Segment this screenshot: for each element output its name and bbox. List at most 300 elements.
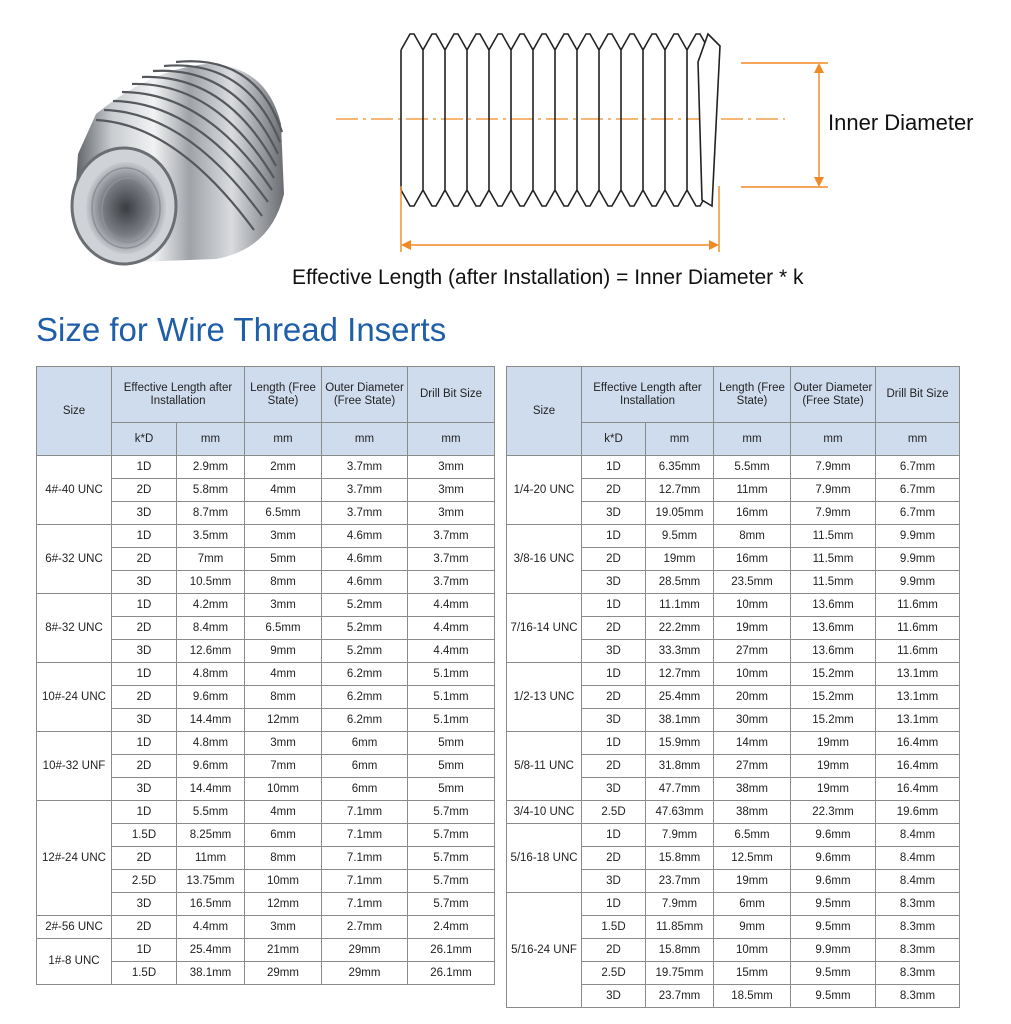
table-cell: 2D bbox=[582, 755, 646, 778]
table-cell: 8.3mm bbox=[876, 962, 960, 985]
table-cell: 9.6mm bbox=[177, 686, 245, 709]
table-cell: 15.9mm bbox=[646, 732, 714, 755]
header-size: Size bbox=[507, 367, 582, 456]
table-cell: 25.4mm bbox=[646, 686, 714, 709]
table-cell: 3D bbox=[582, 778, 646, 801]
table-cell: 8.25mm bbox=[177, 824, 245, 847]
header-unit-mm: mm bbox=[245, 423, 322, 456]
table-cell: 3D bbox=[112, 709, 177, 732]
size-cell: 5/16-18 UNC bbox=[507, 824, 582, 893]
table-cell: 3mm bbox=[408, 479, 495, 502]
table-row bbox=[37, 525, 495, 548]
size-cell: 1/4-20 UNC bbox=[507, 456, 582, 525]
table-cell: 4.6mm bbox=[322, 525, 408, 548]
table-cell: 10mm bbox=[245, 778, 322, 801]
table-cell: 10.5mm bbox=[177, 571, 245, 594]
table-cell: 3D bbox=[582, 985, 646, 1008]
table-cell: 2.5D bbox=[582, 962, 646, 985]
table-cell: 3.7mm bbox=[322, 479, 408, 502]
table-cell: 13.1mm bbox=[876, 686, 960, 709]
table-cell: 2D bbox=[112, 548, 177, 571]
header-unit-mm: mm bbox=[322, 423, 408, 456]
table-cell: 4.4mm bbox=[177, 916, 245, 939]
size-cell: 3/8-16 UNC bbox=[507, 525, 582, 594]
coil-turn bbox=[555, 34, 577, 206]
coil-outline bbox=[401, 34, 709, 206]
table-cell: 9.6mm bbox=[791, 847, 876, 870]
table-cell: 2D bbox=[112, 479, 177, 502]
coil-turn bbox=[401, 34, 423, 206]
table-cell: 6mm bbox=[322, 755, 408, 778]
table-cell: 19mm bbox=[646, 548, 714, 571]
size-cell: 5/16-24 UNF bbox=[507, 893, 582, 1008]
table-cell: 1D bbox=[112, 801, 177, 824]
table-cell: 3.7mm bbox=[408, 525, 495, 548]
table-cell: 4mm bbox=[245, 801, 322, 824]
table-cell: 1D bbox=[582, 594, 646, 617]
table-row bbox=[507, 525, 960, 548]
table-cell: 1D bbox=[112, 663, 177, 686]
table-cell: 38mm bbox=[714, 801, 791, 824]
table-row bbox=[37, 663, 495, 686]
table-cell: 27mm bbox=[714, 640, 791, 663]
table-cell: 8.4mm bbox=[177, 617, 245, 640]
header-unit-mm: mm bbox=[177, 423, 245, 456]
table-cell: 8mm bbox=[714, 525, 791, 548]
table-cell: 3.7mm bbox=[322, 456, 408, 479]
coil-turn bbox=[643, 34, 665, 206]
coil-turn bbox=[467, 34, 489, 206]
table-cell: 6.5mm bbox=[245, 502, 322, 525]
table-row bbox=[37, 801, 495, 824]
table-cell: 11.5mm bbox=[791, 548, 876, 571]
table-cell: 9.9mm bbox=[876, 548, 960, 571]
table-cell: 13.1mm bbox=[876, 663, 960, 686]
table-cell: 5.2mm bbox=[322, 617, 408, 640]
table-cell: 1D bbox=[582, 824, 646, 847]
table-cell: 4.4mm bbox=[408, 617, 495, 640]
table-cell: 7mm bbox=[177, 548, 245, 571]
table-cell: 2D bbox=[582, 479, 646, 502]
table-cell: 7.9mm bbox=[791, 502, 876, 525]
table-cell: 3mm bbox=[245, 525, 322, 548]
table-cell: 8.4mm bbox=[876, 824, 960, 847]
coil-turn bbox=[511, 34, 533, 206]
table-cell: 8mm bbox=[245, 847, 322, 870]
coil-turn bbox=[577, 34, 599, 206]
header-effective-length: Effective Length after Installation bbox=[112, 367, 245, 423]
header-drill-bit: Drill Bit Size bbox=[408, 367, 495, 423]
table-cell: 2.5D bbox=[112, 870, 177, 893]
coil-tang bbox=[698, 34, 720, 206]
table-cell: 16.4mm bbox=[876, 778, 960, 801]
table-cell: 5mm bbox=[408, 755, 495, 778]
table-cell: 13.6mm bbox=[791, 617, 876, 640]
table-cell: 10mm bbox=[245, 870, 322, 893]
size-cell: 1#-8 UNC bbox=[37, 939, 112, 985]
header-outer-diameter: Outer Diameter (Free State) bbox=[791, 367, 876, 423]
table-cell: 22.3mm bbox=[791, 801, 876, 824]
table-cell: 2D bbox=[112, 755, 177, 778]
header-unit-mm: mm bbox=[876, 423, 960, 456]
header-drill-bit: Drill Bit Size bbox=[876, 367, 960, 423]
table-cell: 1D bbox=[582, 663, 646, 686]
table-cell: 13.6mm bbox=[791, 594, 876, 617]
table-cell: 38mm bbox=[714, 778, 791, 801]
table-cell: 2.5D bbox=[582, 801, 646, 824]
table-cell: 9.5mm bbox=[791, 916, 876, 939]
table-row bbox=[37, 456, 495, 479]
table-cell: 3D bbox=[112, 571, 177, 594]
table-cell: 29mm bbox=[245, 962, 322, 985]
table-cell: 9.9mm bbox=[876, 571, 960, 594]
diameter-arrow-top bbox=[814, 63, 824, 73]
table-cell: 5.5mm bbox=[714, 456, 791, 479]
header-length-free: Length (Free State) bbox=[245, 367, 322, 423]
table-cell: 4.6mm bbox=[322, 571, 408, 594]
table-cell: 4mm bbox=[245, 479, 322, 502]
table-cell: 14.4mm bbox=[177, 709, 245, 732]
table-cell: 19mm bbox=[791, 778, 876, 801]
table-cell: 15.2mm bbox=[791, 709, 876, 732]
table-cell: 9.6mm bbox=[791, 870, 876, 893]
table-cell: 16.5mm bbox=[177, 893, 245, 916]
table-cell: 3D bbox=[582, 502, 646, 525]
table-row bbox=[507, 456, 960, 479]
header-kd: k*D bbox=[112, 423, 177, 456]
table-cell: 31.8mm bbox=[646, 755, 714, 778]
table-cell: 7mm bbox=[245, 755, 322, 778]
table-cell: 3D bbox=[112, 640, 177, 663]
table-cell: 2D bbox=[582, 548, 646, 571]
table-cell: 7.9mm bbox=[646, 893, 714, 916]
size-cell: 1/2-13 UNC bbox=[507, 663, 582, 732]
coil-turn bbox=[533, 34, 555, 206]
table-cell: 5.8mm bbox=[177, 479, 245, 502]
table-cell: 6.7mm bbox=[876, 479, 960, 502]
table-cell: 19mm bbox=[714, 870, 791, 893]
table-cell: 5.1mm bbox=[408, 663, 495, 686]
table-cell: 1D bbox=[112, 939, 177, 962]
table-cell: 2D bbox=[582, 847, 646, 870]
table-cell: 3D bbox=[582, 571, 646, 594]
size-cell: 6#-32 UNC bbox=[37, 525, 112, 594]
table-cell: 3mm bbox=[245, 916, 322, 939]
table-cell: 14mm bbox=[714, 732, 791, 755]
table-cell: 6.7mm bbox=[876, 502, 960, 525]
table-cell: 19.05mm bbox=[646, 502, 714, 525]
size-cell: 7/16-14 UNC bbox=[507, 594, 582, 663]
table-cell: 12.7mm bbox=[646, 663, 714, 686]
size-cell: 12#-24 UNC bbox=[37, 801, 112, 916]
table-cell: 3mm bbox=[408, 456, 495, 479]
table-cell: 8.7mm bbox=[177, 502, 245, 525]
table-cell: 2mm bbox=[245, 456, 322, 479]
table-cell: 12mm bbox=[245, 709, 322, 732]
table-cell: 6.2mm bbox=[322, 686, 408, 709]
table-cell: 11.85mm bbox=[646, 916, 714, 939]
table-cell: 6.7mm bbox=[876, 456, 960, 479]
table-cell: 20mm bbox=[714, 686, 791, 709]
table-cell: 12mm bbox=[245, 893, 322, 916]
table-cell: 7.9mm bbox=[791, 456, 876, 479]
table-cell: 5.7mm bbox=[408, 824, 495, 847]
header-effective-length: Effective Length after Installation bbox=[582, 367, 714, 423]
table-cell: 7.1mm bbox=[322, 824, 408, 847]
table-cell: 6mm bbox=[322, 778, 408, 801]
table-cell: 26.1mm bbox=[408, 939, 495, 962]
table-cell: 5mm bbox=[245, 548, 322, 571]
header-unit-mm: mm bbox=[714, 423, 791, 456]
table-cell: 12.6mm bbox=[177, 640, 245, 663]
header-kd: k*D bbox=[582, 423, 646, 456]
table-cell: 9mm bbox=[245, 640, 322, 663]
length-arrow-left bbox=[401, 240, 411, 250]
length-arrow-right bbox=[709, 240, 719, 250]
table-cell: 2D bbox=[112, 847, 177, 870]
table-cell: 5mm bbox=[408, 778, 495, 801]
table-cell: 1D bbox=[112, 594, 177, 617]
table-cell: 2D bbox=[112, 617, 177, 640]
table-cell: 8.3mm bbox=[876, 939, 960, 962]
table-cell: 6.5mm bbox=[714, 824, 791, 847]
page-title: Size for Wire Thread Inserts bbox=[36, 311, 447, 348]
table-cell: 23.7mm bbox=[646, 870, 714, 893]
table-cell: 5.7mm bbox=[408, 870, 495, 893]
table-cell: 11.1mm bbox=[646, 594, 714, 617]
table-cell: 9.5mm bbox=[791, 962, 876, 985]
size-cell: 10#-32 UNF bbox=[37, 732, 112, 801]
table-cell: 1.5D bbox=[112, 962, 177, 985]
table-cell: 5.7mm bbox=[408, 801, 495, 824]
table-cell: 22.2mm bbox=[646, 617, 714, 640]
size-cell: 5/8-11 UNC bbox=[507, 732, 582, 801]
size-cell: 3/4-10 UNC bbox=[507, 801, 582, 824]
table-cell: 13.6mm bbox=[791, 640, 876, 663]
table-cell: 7.9mm bbox=[791, 479, 876, 502]
table-cell: 29mm bbox=[322, 939, 408, 962]
table-cell: 3mm bbox=[408, 502, 495, 525]
table-row bbox=[507, 893, 960, 916]
size-cell: 8#-32 UNC bbox=[37, 594, 112, 663]
table-cell: 3D bbox=[582, 709, 646, 732]
table-cell: 2D bbox=[582, 686, 646, 709]
table-cell: 5.1mm bbox=[408, 709, 495, 732]
table-cell: 5mm bbox=[408, 732, 495, 755]
size-cell: 4#-40 UNC bbox=[37, 456, 112, 525]
table-cell: 7.1mm bbox=[322, 870, 408, 893]
table-cell: 8mm bbox=[245, 686, 322, 709]
inner-diameter-label: Inner Diameter bbox=[828, 110, 974, 135]
table-cell: 26.1mm bbox=[408, 962, 495, 985]
header-length-free: Length (Free State) bbox=[714, 367, 791, 423]
table-cell: 11.5mm bbox=[791, 571, 876, 594]
table-cell: 4.4mm bbox=[408, 640, 495, 663]
table-cell: 2D bbox=[112, 686, 177, 709]
table-cell: 33.3mm bbox=[646, 640, 714, 663]
table-cell: 1D bbox=[582, 893, 646, 916]
table-cell: 9.9mm bbox=[791, 939, 876, 962]
header-unit-mm: mm bbox=[791, 423, 876, 456]
table-cell: 3mm bbox=[245, 594, 322, 617]
table-cell: 7.1mm bbox=[322, 893, 408, 916]
table-cell: 15.8mm bbox=[646, 847, 714, 870]
table-cell: 16.4mm bbox=[876, 755, 960, 778]
table-cell: 2.7mm bbox=[322, 916, 408, 939]
table-cell: 5.5mm bbox=[177, 801, 245, 824]
table-row bbox=[507, 824, 960, 847]
table-cell: 38.1mm bbox=[177, 962, 245, 985]
table-cell: 5.1mm bbox=[408, 686, 495, 709]
table-cell: 4.6mm bbox=[322, 548, 408, 571]
table-cell: 3.7mm bbox=[408, 571, 495, 594]
table-cell: 3.5mm bbox=[177, 525, 245, 548]
table-cell: 3D bbox=[112, 893, 177, 916]
size-cell: 10#-24 UNC bbox=[37, 663, 112, 732]
table-cell: 9.5mm bbox=[791, 893, 876, 916]
table-cell: 6mm bbox=[245, 824, 322, 847]
table-cell: 2D bbox=[582, 617, 646, 640]
table-cell: 4.2mm bbox=[177, 594, 245, 617]
table-cell: 13.75mm bbox=[177, 870, 245, 893]
table-cell: 1D bbox=[582, 456, 646, 479]
table-cell: 14.4mm bbox=[177, 778, 245, 801]
table-row bbox=[37, 939, 495, 962]
table-cell: 12.5mm bbox=[714, 847, 791, 870]
table-cell: 16mm bbox=[714, 502, 791, 525]
table-cell: 16.4mm bbox=[876, 732, 960, 755]
table-cell: 3D bbox=[112, 778, 177, 801]
table-cell: 2D bbox=[112, 916, 177, 939]
table-cell: 6.2mm bbox=[322, 663, 408, 686]
table-cell: 19mm bbox=[791, 755, 876, 778]
table-cell: 9.9mm bbox=[876, 525, 960, 548]
table-cell: 25.4mm bbox=[177, 939, 245, 962]
table-cell: 1.5D bbox=[112, 824, 177, 847]
table-cell: 30mm bbox=[714, 709, 791, 732]
table-cell: 19mm bbox=[714, 617, 791, 640]
table-cell: 5.2mm bbox=[322, 594, 408, 617]
table-cell: 7.1mm bbox=[322, 801, 408, 824]
table-cell: 9.6mm bbox=[791, 824, 876, 847]
table-cell: 28.5mm bbox=[646, 571, 714, 594]
table-cell: 15.8mm bbox=[646, 939, 714, 962]
table-cell: 8mm bbox=[245, 571, 322, 594]
table-cell: 4.4mm bbox=[408, 594, 495, 617]
table-cell: 38.1mm bbox=[646, 709, 714, 732]
table-cell: 3D bbox=[582, 640, 646, 663]
table-cell: 15.2mm bbox=[791, 686, 876, 709]
table-cell: 6.2mm bbox=[322, 709, 408, 732]
table-cell: 12.7mm bbox=[646, 479, 714, 502]
table-cell: 6.5mm bbox=[245, 617, 322, 640]
table-cell: 11mm bbox=[177, 847, 245, 870]
table-cell: 1.5D bbox=[582, 916, 646, 939]
coil-turn bbox=[621, 34, 643, 206]
diameter-arrow-bottom bbox=[814, 177, 824, 187]
table-cell: 19mm bbox=[791, 732, 876, 755]
size-table-right bbox=[506, 366, 960, 1008]
table-cell: 19.6mm bbox=[876, 801, 960, 824]
table-cell: 3.7mm bbox=[408, 548, 495, 571]
table-cell: 4.8mm bbox=[177, 732, 245, 755]
table-cell: 10mm bbox=[714, 594, 791, 617]
effective-length-formula: Effective Length (after Installation) = Inner Diameter * k bbox=[292, 266, 804, 289]
table-cell: 9.5mm bbox=[646, 525, 714, 548]
coil-turn bbox=[665, 34, 687, 206]
table-cell: 18.5mm bbox=[714, 985, 791, 1008]
table-cell: 6mm bbox=[322, 732, 408, 755]
coil-turn bbox=[599, 34, 621, 206]
table-cell: 47.7mm bbox=[646, 778, 714, 801]
table-cell: 29mm bbox=[322, 962, 408, 985]
table-cell: 7.1mm bbox=[322, 847, 408, 870]
table-cell: 8.3mm bbox=[876, 916, 960, 939]
table-cell: 1D bbox=[112, 456, 177, 479]
table-row bbox=[37, 594, 495, 617]
table-cell: 3D bbox=[582, 870, 646, 893]
header-outer-diameter: Outer Diameter (Free State) bbox=[322, 367, 408, 423]
table-cell: 1D bbox=[582, 525, 646, 548]
table-cell: 11.5mm bbox=[791, 525, 876, 548]
table-cell: 7.9mm bbox=[646, 824, 714, 847]
table-cell: 15.2mm bbox=[791, 663, 876, 686]
table-cell: 9.6mm bbox=[177, 755, 245, 778]
size-cell: 2#-56 UNC bbox=[37, 916, 112, 939]
coil-turn bbox=[423, 34, 445, 206]
table-cell: 8.4mm bbox=[876, 870, 960, 893]
table-cell: 5.2mm bbox=[322, 640, 408, 663]
table-cell: 15mm bbox=[714, 962, 791, 985]
header-size: Size bbox=[37, 367, 112, 456]
table-cell: 2.9mm bbox=[177, 456, 245, 479]
table-row bbox=[37, 732, 495, 755]
table-cell: 10mm bbox=[714, 663, 791, 686]
table-cell: 11.6mm bbox=[876, 640, 960, 663]
table-cell: 13.1mm bbox=[876, 709, 960, 732]
header-unit-mm: mm bbox=[408, 423, 495, 456]
table-cell: 2.4mm bbox=[408, 916, 495, 939]
table-row bbox=[507, 732, 960, 755]
table-cell: 4mm bbox=[245, 663, 322, 686]
table-cell: 5.7mm bbox=[408, 893, 495, 916]
table-row bbox=[507, 594, 960, 617]
table-cell: 10mm bbox=[714, 939, 791, 962]
table-row bbox=[507, 663, 960, 686]
table-cell: 3D bbox=[112, 502, 177, 525]
table-cell: 4.8mm bbox=[177, 663, 245, 686]
table-cell: 27mm bbox=[714, 755, 791, 778]
insert-diagram bbox=[0, 0, 1011, 300]
table-cell: 2D bbox=[582, 939, 646, 962]
table-cell: 8.3mm bbox=[876, 985, 960, 1008]
coil-turn bbox=[445, 34, 467, 206]
table-cell: 9mm bbox=[714, 916, 791, 939]
table-row bbox=[507, 801, 960, 824]
table-cell: 6mm bbox=[714, 893, 791, 916]
header-unit-mm: mm bbox=[646, 423, 714, 456]
table-cell: 11.6mm bbox=[876, 594, 960, 617]
coil-turn bbox=[489, 34, 511, 206]
table-cell: 19.75mm bbox=[646, 962, 714, 985]
table-cell: 21mm bbox=[245, 939, 322, 962]
table-cell: 1D bbox=[582, 732, 646, 755]
table-cell: 8.4mm bbox=[876, 847, 960, 870]
table-cell: 3.7mm bbox=[322, 502, 408, 525]
table-cell: 23.7mm bbox=[646, 985, 714, 1008]
table-cell: 8.3mm bbox=[876, 893, 960, 916]
table-cell: 16mm bbox=[714, 548, 791, 571]
